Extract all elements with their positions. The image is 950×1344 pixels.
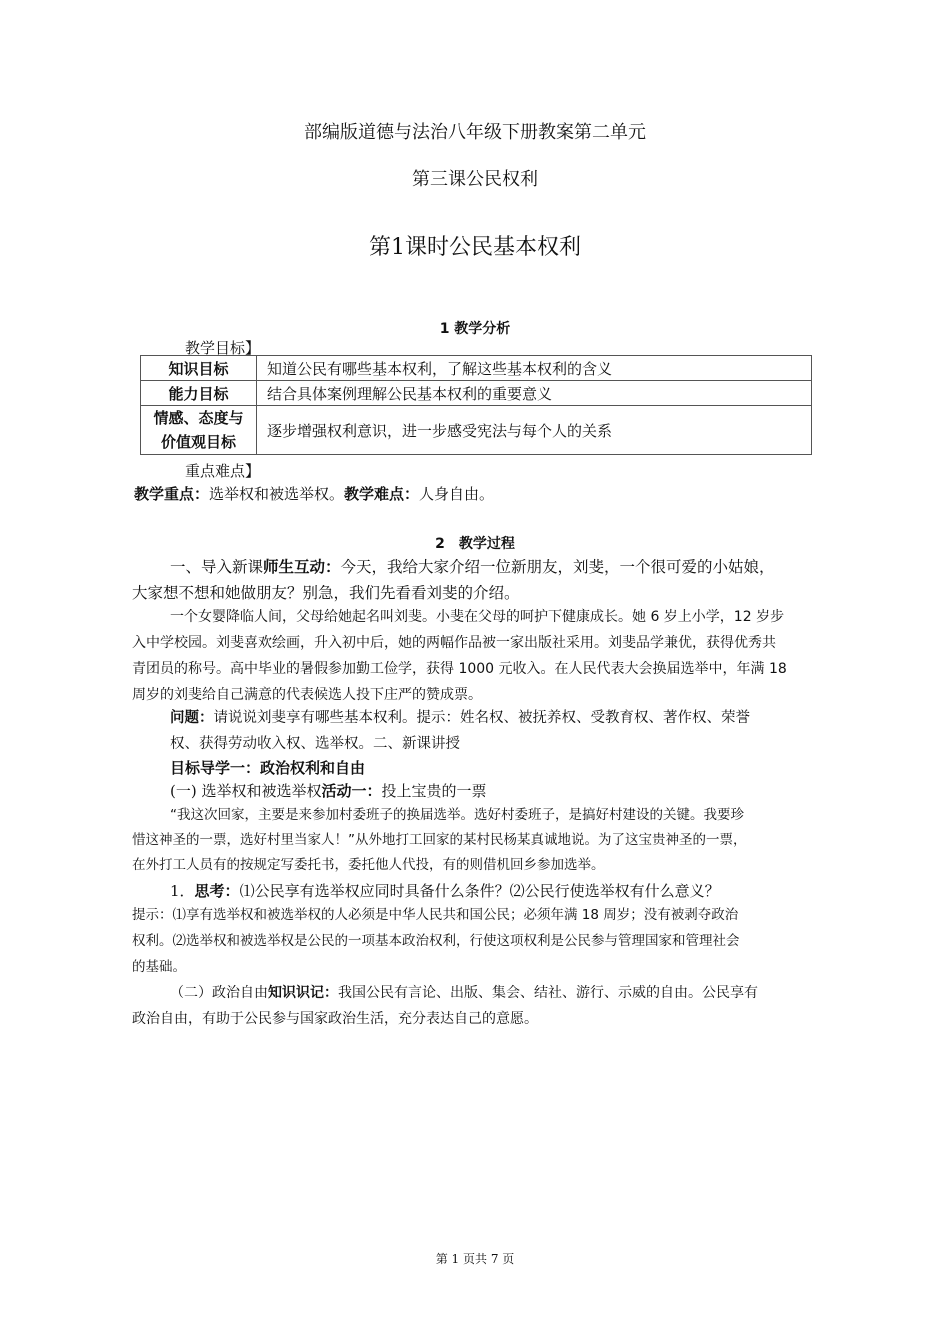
- hint-line: 权利。⑵选举权和被选举权是公民的一项基本政治权利，行使这项权利是公民参与管理国家和管理社会: [132, 933, 740, 949]
- row-label-line: 价值观目标: [160, 433, 236, 451]
- hint-paragraph: [132, 902, 832, 980]
- think-line: [132, 878, 832, 904]
- row-text: 结合具体案例理解公民基本权利的重要意义: [257, 381, 812, 406]
- period-title: 第1课时公民基本权利: [369, 235, 581, 260]
- sub-one-text: 投上宝贵的一票: [381, 782, 487, 800]
- story-line: 青团员的称号。高中毕业的暑假参加勤工俭学，获得 1000 元收入。在人民代表大会换届选举中，年满 18: [132, 661, 787, 677]
- sub-two-text: 我国公民有言论、出版、集会、结社、游行、示威的自由。公民享有: [338, 985, 758, 1001]
- think-text: ⑴公民享有选举权应同时具备什么条件？⑵公民行使选举权有什么意义？: [239, 882, 720, 900]
- intro-text: 今天，我给大家介绍一位新朋友，刘斐，一个很可爱的小姑娘，: [340, 558, 775, 576]
- sub-one: [170, 780, 487, 801]
- question-line: [170, 705, 832, 731]
- quote-paragraph: [132, 803, 832, 878]
- sub-one-bold: 活动一：: [321, 782, 382, 800]
- story-line: 入中学校园。刘斐喜欢绘画，升入初中后，她的两幅作品被一家出版社采用。刘斐品学兼优，获得优秀共: [132, 635, 776, 651]
- intro-prefix: 一、导入新课: [170, 558, 264, 576]
- focus-text: 选举权和被选举权。: [209, 485, 345, 503]
- row-label: [141, 406, 257, 455]
- intro-line: 大家想不想和她做朋友？别急，我们先看看刘斐的介绍。: [132, 584, 520, 602]
- lesson-title: 第三课公民权利: [412, 169, 538, 190]
- table-row: [141, 381, 812, 406]
- row-text: 逐步增强权利意识，进一步感受宪法与每个人的关系: [257, 406, 812, 455]
- row-text: 知道公民有哪些基本权利，了解这些基本权利的含义: [257, 356, 812, 381]
- story-line: 一个女婴降临人间，父母给她起名叫刘斐。小斐在父母的呵护下健康成长。她 6 岁上小学，12 岁步: [170, 609, 785, 625]
- table-row: [141, 406, 812, 455]
- process-heading: 2 教学过程: [435, 536, 515, 552]
- question-label: 问题：: [170, 710, 214, 726]
- target-one: 目标导学一：政治权利和自由: [170, 759, 366, 777]
- question-paragraph: [170, 705, 832, 757]
- focus-line: [134, 483, 494, 504]
- key-label: 重点难点】: [185, 462, 261, 480]
- story-line: 周岁的刘斐给自己满意的代表候选人投下庄严的赞成票。: [132, 687, 482, 703]
- difficulty-text: 人身自由。: [419, 485, 495, 503]
- sub-two-line: [132, 980, 832, 1006]
- row-label-line: 情感、态度与: [153, 409, 244, 427]
- doc-title: 部编版道德与法治八年级下册教案第二单元: [304, 122, 646, 143]
- focus-label: 教学重点：: [134, 485, 210, 503]
- intro-line: [132, 554, 832, 580]
- intro-paragraph: [132, 554, 832, 606]
- analysis-heading: 1 教学分析: [439, 321, 511, 337]
- table-row: [141, 356, 812, 381]
- row-label: 知识目标: [141, 356, 257, 381]
- sub-two-bold: 知识识记：: [268, 985, 338, 1001]
- question-line: 权、获得劳动收入权、选举权。二、新课讲授: [170, 736, 460, 752]
- quote-line: 在外打工人员有的按规定写委托书，委托他人代投，有的则借机回乡参加选举。: [132, 857, 605, 873]
- hint-line: 提示：⑴享有选举权和被选举权的人必须是中华人民共和国公民；必须年满 18 周岁；没有被剥夺政治: [132, 907, 739, 923]
- sub-two-prefix: （二）政治自由: [170, 985, 268, 1001]
- goals-label: 教学目标】: [185, 339, 261, 357]
- think-bold: 思考：: [194, 882, 240, 900]
- sub-two-line: 政治自由，有助于公民参与国家政治生活，充分表达自己的意愿。: [132, 1011, 538, 1027]
- quote-line: 惜这神圣的一票，选好村里当家人！”从外地打工回家的某村民杨某真诚地说。为了这宝贵神圣的一票，: [132, 832, 747, 848]
- question-text: 请说说刘斐享有哪些基本权利。提示：姓名权、被抚养权、受教育权、著作权、荣誉: [213, 710, 750, 726]
- hint-line: 的基础。: [132, 959, 186, 975]
- intro-bold: 师生互动：: [263, 558, 341, 576]
- goals-table: [140, 355, 812, 455]
- story-paragraph: [132, 604, 832, 708]
- quote-line: “我这次回家，主要是来参加村委班子的换届选举。选好村委班子，是搞好村建设的关键。我要珍: [170, 807, 744, 823]
- think-prefix: 1．: [170, 882, 195, 900]
- think-row: [132, 878, 832, 904]
- row-label: 能力目标: [141, 381, 257, 406]
- sub-one-prefix: (一) 选举权和被选举权: [170, 782, 322, 800]
- sub-two-paragraph: [132, 980, 832, 1032]
- difficulty-label: 教学难点：: [344, 485, 420, 503]
- page-number: 第 1 页共 7 页: [435, 1252, 515, 1266]
